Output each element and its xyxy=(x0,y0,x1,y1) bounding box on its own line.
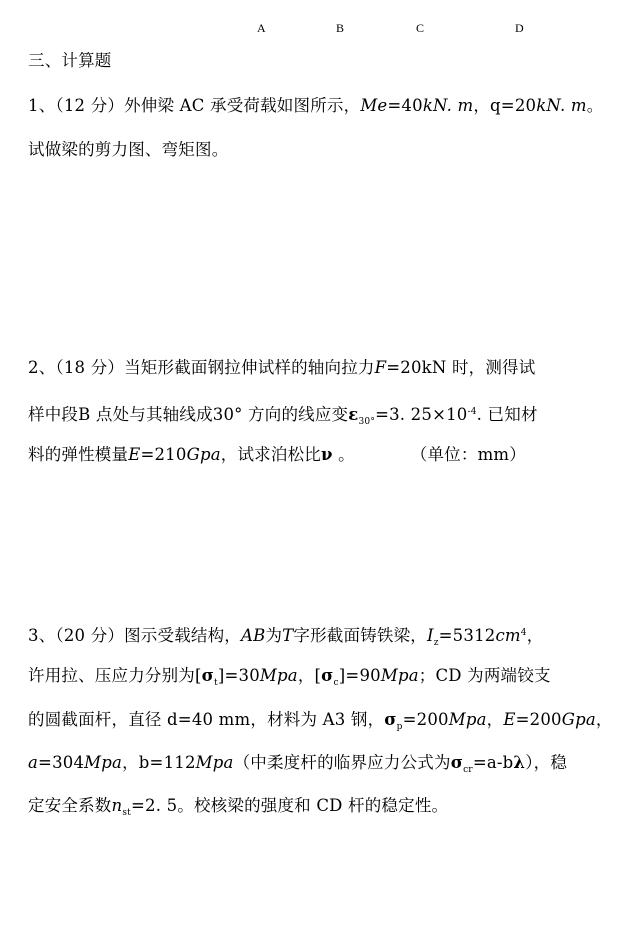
q3-l1-d: =5312 xyxy=(438,626,496,645)
q2-nu: ν xyxy=(320,445,333,464)
q2-line-2 xyxy=(28,401,538,433)
q1-me-val: =40 xyxy=(387,96,423,115)
q3-l5-b: =2. 5。校核梁的强度和 CD 杆的稳定性。 xyxy=(130,796,449,815)
q3-l4-d: =a-b xyxy=(472,753,514,772)
q3-line-2 xyxy=(28,665,551,694)
q3-l3-unit2: Gpa xyxy=(561,710,596,729)
q1-me-unit: kN. m xyxy=(422,96,474,115)
q1-line-2: 试做梁的剪力图、弯矩图。 xyxy=(28,140,229,159)
q3-n-var: n xyxy=(111,796,123,815)
q2-l1-b: =20kN 时，测得试 xyxy=(386,358,536,377)
q3-sigma-t: σ xyxy=(201,666,215,685)
q2-line-1 xyxy=(28,357,535,379)
q3-line-5 xyxy=(28,795,448,824)
q3-ab: AB xyxy=(241,626,266,645)
q3-cm: cm xyxy=(495,626,521,645)
q2-epsilon: ε xyxy=(348,405,359,424)
q3-l4-a: =304 xyxy=(38,753,85,772)
column-label-a: A xyxy=(257,21,266,35)
q3-l4-b: ，b=112 xyxy=(122,753,196,772)
q3-l3-d: =200 xyxy=(515,710,562,729)
q3-l2-unit1: Mpa xyxy=(259,666,298,685)
q2-l3-c: ，试求泊松比 xyxy=(220,445,321,464)
q3-l2-a: 许用拉、压应力分别为[ xyxy=(28,666,202,685)
q3-l3-c: ， xyxy=(486,710,504,729)
q3-line-4 xyxy=(28,752,567,781)
q3-l1-c: 字形截面铸铁梁， xyxy=(293,626,427,645)
q3-sigma-p: σ xyxy=(384,710,397,729)
q3-a-var: a xyxy=(28,753,39,772)
q2-e-var: E xyxy=(128,445,141,464)
q3-l2-unit2: Mpa xyxy=(380,666,419,685)
q3-l3-unit1: Mpa xyxy=(448,710,487,729)
q3-l2-c: ，[ xyxy=(297,666,322,685)
q3-l3-e: ， xyxy=(595,710,613,729)
q3-l3-a: 的圆截面杆，直径 d=40 mm，材料为 A3 钢， xyxy=(28,710,385,729)
column-label-d: D xyxy=(515,21,524,35)
q3-sub-st: st xyxy=(122,808,131,818)
q3-sub-cr: cr xyxy=(463,765,473,775)
q3-sub-t: t xyxy=(214,678,218,688)
q2-l2-c: . 已知材 xyxy=(476,405,538,424)
q1-q-unit: kN. m xyxy=(536,96,587,115)
q3-l2-e: ；CD 为两端铰支 xyxy=(418,666,551,685)
q1-end: 。 xyxy=(586,96,604,115)
q3-lambda: λ xyxy=(513,753,526,772)
column-label-c: C xyxy=(416,21,425,35)
q3-exp: 4 xyxy=(520,628,527,638)
q3-l4-unit2: Mpa xyxy=(195,753,234,772)
q3-l5-a: 定安全系数 xyxy=(28,796,112,815)
section-title: 三、计算题 xyxy=(28,51,112,70)
q3-line-1 xyxy=(28,622,543,654)
q2-l2-b: =3. 25×10 xyxy=(375,405,468,424)
q2-exponent: -4 xyxy=(467,407,477,417)
q3-t: T xyxy=(282,626,294,645)
q1-line-1 xyxy=(28,95,603,117)
q2-l2-a: 样中段B 点处与其轴线成30° 方向的线应变 xyxy=(28,405,349,424)
q3-l2-b: ]=30 xyxy=(217,666,260,685)
q3-z-sub: z xyxy=(433,638,439,648)
q3-sigma-cr: σ xyxy=(450,753,464,772)
q3-l1-b: 为 xyxy=(265,626,283,645)
q3-l4-e: ），稳 xyxy=(525,753,568,772)
q3-l1-a: 3、（20 分）图示受载结构， xyxy=(28,626,241,645)
q3-line-3 xyxy=(28,709,613,738)
q3-sub-p: p xyxy=(396,722,403,732)
q2-l3-b: =210 xyxy=(140,445,187,464)
q3-sub-c: c xyxy=(333,678,339,688)
q1-q-text: ，q=20 xyxy=(473,96,537,115)
q2-unit-note: （单位：mm） xyxy=(410,445,526,464)
q2-line-3 xyxy=(28,444,526,466)
q3-l3-b: =200 xyxy=(402,710,449,729)
q1-me-var: Me xyxy=(360,96,388,115)
q3-e-var: E xyxy=(503,710,516,729)
q2-l3-d: 。 xyxy=(332,445,355,464)
q1-prefix: 1、（12 分）外伸梁 AC 承受荷载如图所示， xyxy=(28,96,361,115)
q2-epsilon-sub: 30° xyxy=(358,417,376,427)
column-label-b: B xyxy=(336,21,345,35)
q3-sigma-c: σ xyxy=(321,666,334,685)
q3-l2-d: ]=90 xyxy=(338,666,381,685)
q3-l4-c: （中柔度杆的临界应力公式为 xyxy=(233,753,451,772)
q3-l1-e: ， xyxy=(526,626,544,645)
q2-force-var: F xyxy=(374,358,387,377)
q2-l1-a: 2、（18 分）当矩形截面钢拉伸试样的轴向拉力 xyxy=(28,358,375,377)
q2-l3-unit: Gpa xyxy=(186,445,221,464)
q3-l4-unit1: Mpa xyxy=(84,753,123,772)
q2-l3-a: 料的弹性模量 xyxy=(28,445,129,464)
q3-iz: I xyxy=(426,626,434,645)
